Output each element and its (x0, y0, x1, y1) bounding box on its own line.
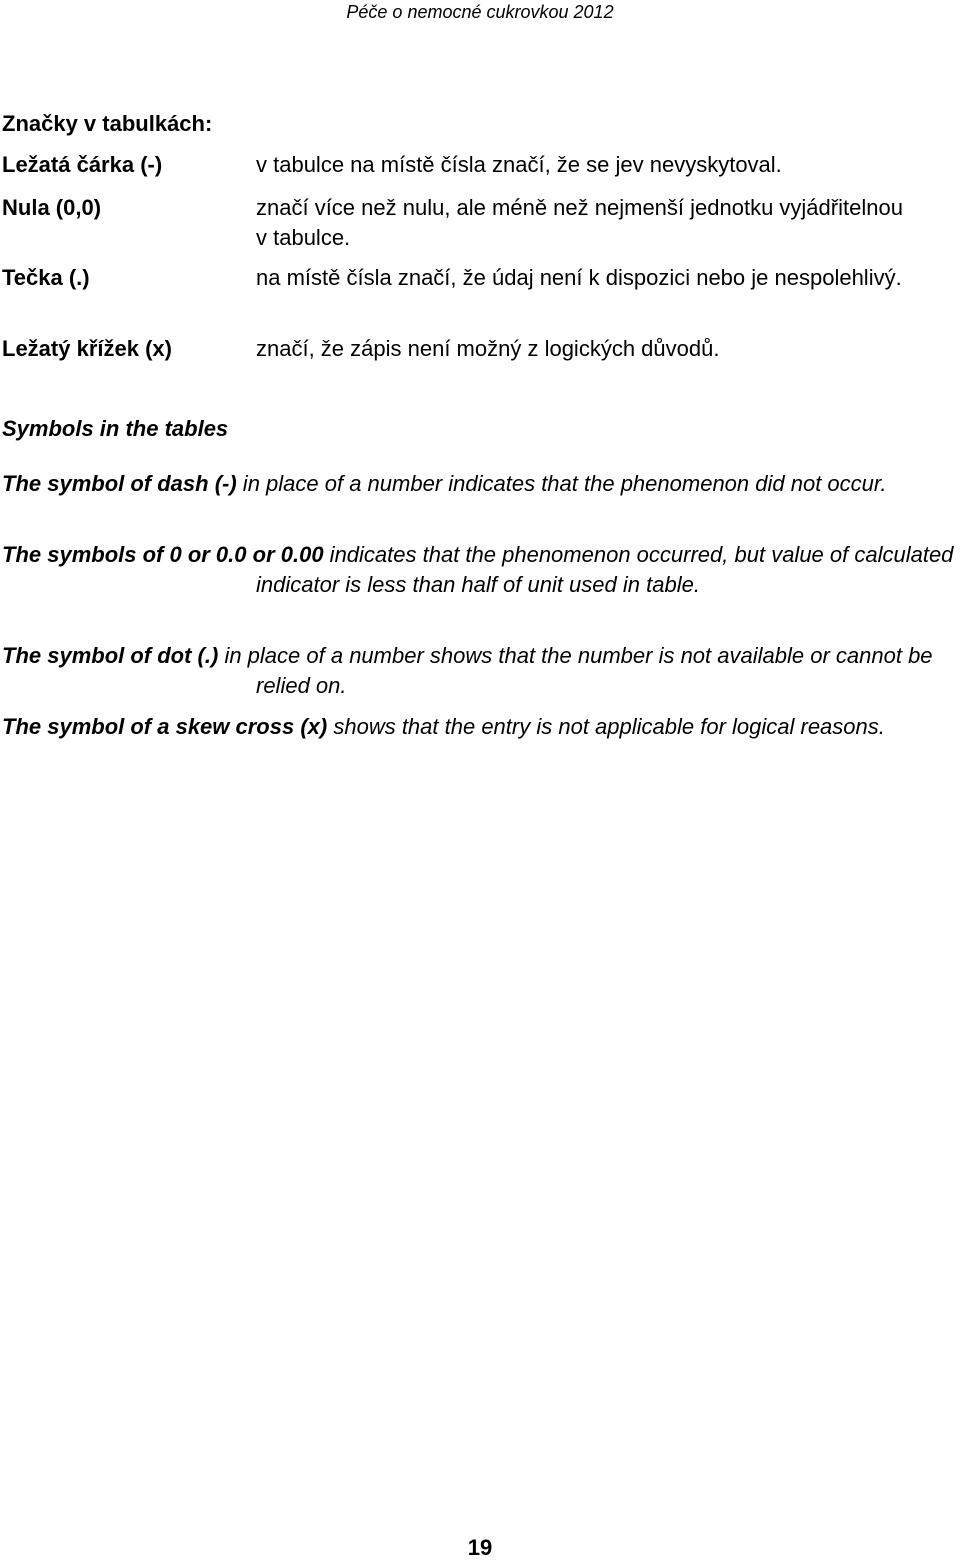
en-term-zero: The symbols of 0 or 0.0 or 0.00 (2, 542, 324, 567)
page-number: 19 (467, 1535, 493, 1560)
cz-definition-dash: v tabulce na místě čísla značí, že se jev nevyskytoval. (256, 152, 782, 177)
running-header: Péče o nemocné cukrovkou 2012 (346, 2, 614, 22)
cz-term-dash: Ležatá čárka (-) (2, 152, 163, 177)
cz-term-dot: Tečka (.) (2, 265, 90, 290)
en-entry-dash (2, 469, 960, 499)
cz-term-cross: Ležatý křížek (x) (2, 336, 172, 361)
en-term-dot: The symbol of dot (.) (2, 643, 219, 668)
cz-term-zero: Nula (0,0) (2, 195, 102, 220)
en-definition-zero: indicates that the phenomenon occurred, but value of calculated indicator is less than half of unit used in table. (256, 542, 954, 597)
en-term-dash: The symbol of dash (-) (2, 471, 237, 496)
en-definition-dash: in place of a number indicates that the phenomenon did not occur. (236, 471, 887, 496)
cz-definition-zero: značí více než nulu, ale méně než nejmenší jednotku vyjádřitelnou v tabulce. (256, 195, 903, 250)
cz-definition-dot: na místě čísla značí, že údaj není k dispozici nebo je nespolehlivý. (256, 265, 902, 290)
en-definition-cross: shows that the entry is not applicable for logical reasons. (327, 714, 885, 739)
en-entry-dot (2, 641, 960, 701)
cz-section-title: Značky v tabulkách: (2, 111, 213, 136)
en-entry-zero (2, 540, 960, 600)
cz-definition-cross: značí, že zápis není možný z logických důvodů. (256, 336, 720, 361)
en-definition-dot: in place of a number shows that the number is not available or cannot be relied on. (218, 643, 933, 698)
en-section-title: Symbols in the tables (2, 416, 229, 441)
en-term-cross: The symbol of a skew cross (x) (2, 714, 328, 739)
en-entry-cross (2, 712, 960, 742)
